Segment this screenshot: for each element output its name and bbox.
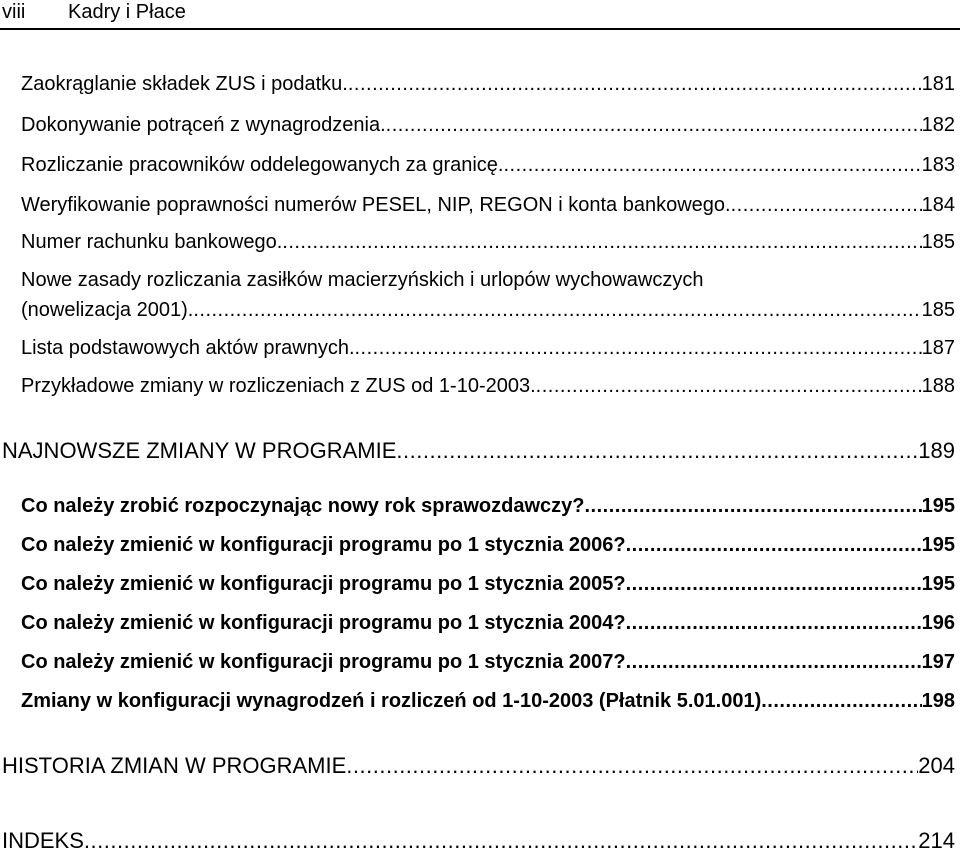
toc-entry[interactable] — [21, 533, 955, 557]
dot-leader — [84, 829, 918, 853]
toc-entry[interactable] — [21, 336, 955, 360]
toc-entry-page: 188 — [921, 375, 955, 397]
dot-leader — [626, 611, 922, 635]
toc-entry-page: 185 — [921, 299, 955, 321]
dot-leader — [626, 650, 922, 674]
toc-section-title: HISTORIA ZMIAN W PROGRAMIE — [2, 753, 347, 778]
toc-entry-title: Co należy zmienić w konfiguracji programu po 1 stycznia 2007? — [21, 651, 626, 673]
toc-entry-page: 182 — [921, 114, 955, 136]
toc-entry[interactable] — [21, 611, 955, 635]
toc-entry-title: Weryfikowanie poprawności numerów PESEL, NIP, REGON i konta bankowego. — [21, 194, 731, 216]
dot-leader — [584, 494, 921, 518]
toc-section-page: 189 — [918, 438, 955, 463]
toc-entry[interactable] — [21, 230, 955, 254]
toc-entry-page: 195 — [921, 495, 955, 517]
toc-entry[interactable] — [21, 374, 955, 398]
dot-leader — [626, 533, 922, 557]
toc-entry-title-line1: Nowe zasady rozliczania zasiłków macierzyńskich i urlopów wychowawczych — [21, 269, 704, 291]
book-title: Kadry i Płace — [68, 1, 186, 23]
dot-leader — [504, 153, 922, 177]
toc-entry-title-line2: (nowelizacja 2001). — [21, 299, 194, 321]
dot-leader — [536, 374, 922, 398]
toc-section-page: 204 — [918, 753, 955, 778]
page-number: viii — [2, 1, 26, 23]
toc-entry-title: Rozliczanie pracowników oddelegowanych za granicę. — [21, 154, 504, 176]
toc-section-historia[interactable] — [2, 754, 955, 778]
toc-entry-title: Co należy zrobić rozpoczynając nowy rok sprawozdawczy? — [21, 495, 585, 517]
toc-entry-title: Zmiany w konfiguracji wynagrodzeń i rozliczeń od 1-10-2003 (Płatnik 5.01.001) — [21, 690, 762, 712]
toc-entry[interactable] — [21, 650, 955, 674]
toc-entry-page: 196 — [921, 612, 955, 634]
toc-entry[interactable] — [21, 193, 955, 217]
toc-entry-multiline[interactable] — [21, 268, 955, 322]
toc-entry[interactable] — [21, 113, 955, 137]
page-header — [0, 0, 960, 30]
toc-entry-page: 181 — [921, 73, 955, 95]
dot-leader — [282, 230, 921, 254]
toc-entry-title: Numer rachunku bankowego. — [21, 231, 283, 253]
dot-leader — [626, 572, 922, 596]
toc-entry-title: Co należy zmienić w konfiguracji programu po 1 stycznia 2006? — [21, 534, 626, 556]
toc-entry[interactable] — [21, 153, 955, 177]
dot-leader — [731, 193, 922, 217]
toc-section-title: NAJNOWSZE ZMIANY W PROGRAMIE — [2, 438, 397, 463]
toc-entry-page: 197 — [921, 651, 955, 673]
toc-entry[interactable] — [21, 689, 955, 713]
toc-entry-title: Zaokrąglanie składek ZUS i podatku. — [21, 73, 348, 95]
toc-entry[interactable] — [21, 572, 955, 596]
toc-entry-page: 185 — [921, 231, 955, 253]
dot-leader — [348, 72, 922, 96]
toc-entry-page: 184 — [921, 194, 955, 216]
toc-section-najnowsze[interactable] — [2, 439, 955, 463]
toc-entry-page: 195 — [921, 573, 955, 595]
dot-leader — [761, 689, 921, 713]
toc-section-page: 214 — [918, 828, 955, 853]
toc-entry-title: Co należy zmienić w konfiguracji programu po 1 stycznia 2004? — [21, 612, 626, 634]
toc-section-indeks[interactable] — [2, 829, 955, 853]
dot-leader — [386, 113, 922, 137]
dot-leader — [346, 754, 918, 778]
toc-section-title: INDEKS — [2, 828, 84, 853]
toc-entry-title: Przykładowe zmiany w rozliczeniach z ZUS od 1-10-2003. — [21, 375, 536, 397]
toc-entry-page: 195 — [921, 534, 955, 556]
toc-entry-page: 183 — [921, 154, 955, 176]
dot-leader — [355, 336, 922, 360]
toc-entry[interactable] — [21, 494, 955, 518]
dot-leader — [193, 298, 921, 322]
toc-entry[interactable] — [21, 72, 955, 96]
toc-entry-page: 187 — [921, 337, 955, 359]
toc-entry-title: Co należy zmienić w konfiguracji programu po 1 stycznia 2005? — [21, 573, 626, 595]
toc-entry-page: 198 — [921, 690, 955, 712]
toc-entry-title: Dokonywanie potrąceń z wynagrodzenia. — [21, 114, 386, 136]
toc-entry-title: Lista podstawowych aktów prawnych. — [21, 337, 355, 359]
dot-leader — [396, 439, 918, 463]
